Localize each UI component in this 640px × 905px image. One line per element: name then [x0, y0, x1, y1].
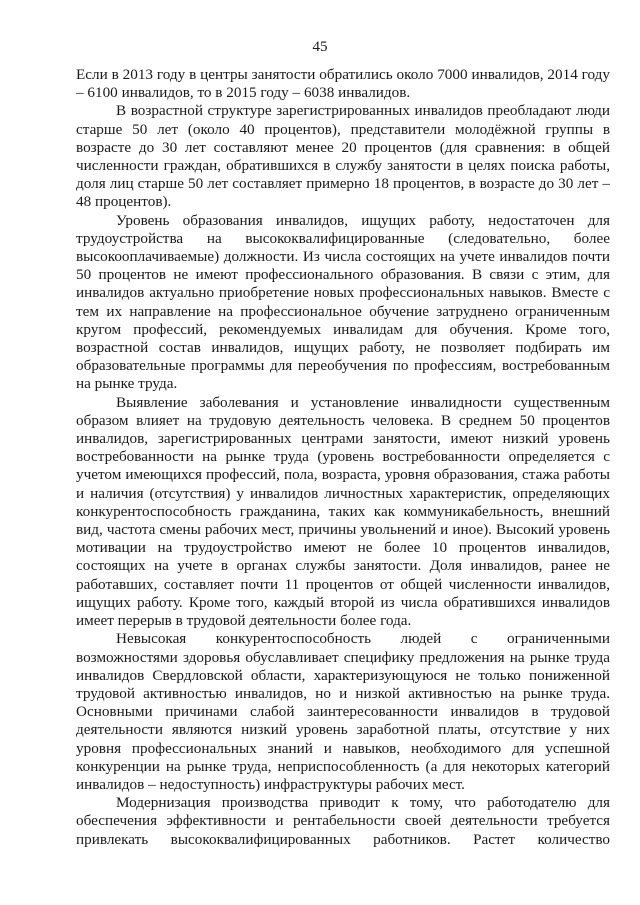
- paragraph-disability-impact: Выявление заболевания и установление инвалидности существенным образом влияет на трудовую деятельность человека. В среднем 50 процентов инвалидов, зарегистрированных центрами занятости, имеют низкий уровень востребованности на рынке труда (уровень востребованности определяется с учетом имеющихся профессий, пола, возраста, уровня образования, стажа работы и наличия (отсутствия) у инвалидов личностных характеристик, определяющих конкурентоспособность гражданина, таких как коммуникабельность, внешний вид, частота смены рабочих мест, причины увольнений и иное). Высокий уровень мотивации на трудоустройство имеют не более 10 процентов инвалидов, состоящих на учете в органах службы занятости. Доля инвалидов, ранее не работавших, составляет почти 11 процентов от общей численности инвалидов, ищущих работу. Кроме того, каждый второй из числа обратившихся инвалидов имеет перерыв в трудовой деятельности более года.: [76, 393, 610, 630]
- page-number: 45: [312, 39, 328, 55]
- paragraph-education-level: Уровень образования инвалидов, ищущих работу, недостаточен для трудоустройства на высококвалифицированные (следовательно, более высокооплачиваемые) должности. Из числа состоящих на учете инвалидов почти 50 процентов не имеют профессионального образования. В связи с этим, для инвалидов актуально приобретение новых профессиональных навыков. Вместе с тем их направление на профессиональное обучение затруднено ограниченным кругом профессий, рекомендуемых инвалидам для обучения. Кроме того, возрастной состав инвалидов, ищущих работу, не позволяет подбирать им образовательные программы для переобучения по профессиям, востребованным на рынке труда.: [76, 211, 610, 393]
- paragraph-low-competitiveness: Невысокая конкурентоспособность людей с ограниченными возможностями здоровья обуславливает специфику предложения на рынке труда инвалидов Свердловской области, характеризующуюся не только пониженной трудовой активностью инвалидов, но и низкой активностью на рынке труда. Основными причинами слабой заинтересованности инвалидов в трудовой деятельности являются низкий уровень заработной платы, отсутствие у них уровня профессиональных знаний и навыков, необходимого для успешной конкуренции на рынке труда, неприспособленность (а для некоторых категорий инвалидов – недоступность) инфраструктуры рабочих мест.: [76, 630, 610, 793]
- document-body: [76, 66, 610, 849]
- paragraph-production-modernization: Модернизация производства приводит к тому, что работодателю для обеспечения эффективности и рентабельности своей деятельности требуется привлекать высококвалифицированных работников. Растет количество: [76, 794, 610, 848]
- paragraph-age-structure: В возрастной структуре зарегистрированных инвалидов преобладают люди старше 50 лет (около 40 процентов), представители молодёжной группы в возрасте до 30 лет составляют менее 20 процентов (для сравнения: в общей численности граждан, обратившихся в службу занятости в целях поиска работы, доля лиц старше 50 лет составляет примерно 18 процентов, в возрасте до 30 лет – 48 процентов).: [76, 102, 610, 211]
- paragraph-disabled-applicants-count: Если в 2013 году в центры занятости обратились около 7000 инвалидов, 2014 году – 6100 инвалидов, то в 2015 году – 6038 инвалидов.: [76, 66, 610, 102]
